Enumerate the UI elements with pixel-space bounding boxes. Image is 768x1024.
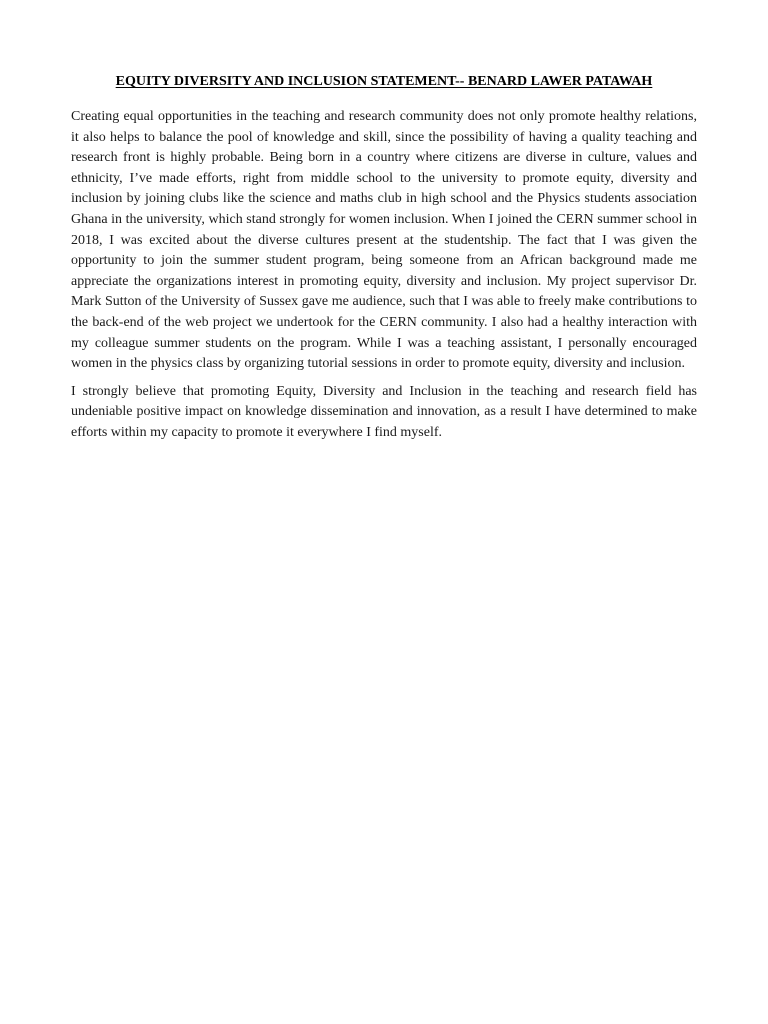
body-paragraph-1: Creating equal opportunities in the teaching and research community does not only promote healthy relations, it also helps to balance the pool of knowledge and skill, since the possibility of having a quality teaching and research front is highly probable. Being born in a country where citizens are diverse in culture, values and ethnicity, I’ve made efforts, right from middle school to the university to promote equity, diversity and inclusion by joining clubs like the science and maths club in high school and the Physics students association Ghana in the university, which stand strongly for women inclusion. When I joined the CERN summer school in 2018, I was excited about the diverse cultures present at the studentship. The fact that I was given the opportunity to join the summer student program, being someone from an African background made me appreciate the organizations interest in promoting equity, diversity and inclusion. My project supervisor Dr. Mark Sutton of the University of Sussex gave me audience, such that I was able to freely make contributions to the back-end of the web project we undertook for the CERN community. I also had a healthy interaction with my colleague summer students on the program. While I was a teaching assistant, I personally encouraged women in the physics class by organizing tutorial sessions in order to promote equity, diversity and inclusion. (71, 109, 697, 372)
body-paragraph-2: I strongly believe that promoting Equity, Diversity and Inclusion in the teaching and research field has undeniable positive impact on knowledge dissemination and innovation, as a result I have determined to make efforts within my capacity to promote it everywhere I find myself. (71, 383, 697, 440)
document-title: EQUITY DIVERSITY AND INCLUSION STATEMENT-- BENARD LAWER PATAWAH (115, 74, 653, 89)
document-body (71, 107, 697, 451)
